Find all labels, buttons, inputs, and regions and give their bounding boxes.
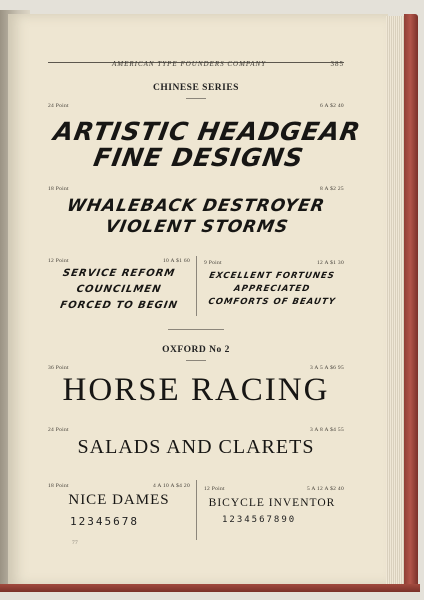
book-cover-bottom xyxy=(0,584,420,592)
oxford-36-line: HORSE RACING xyxy=(62,372,330,408)
section-separator xyxy=(168,329,224,330)
heading-rule xyxy=(186,98,206,99)
oxford-18-size: 18 Point xyxy=(48,483,69,489)
chinese-9-price: 12 A $1 30 xyxy=(317,260,344,266)
oxford-36-price: 3 A 5 A $6 95 xyxy=(309,365,344,371)
chinese-series-heading: CHINESE SERIES xyxy=(153,83,239,93)
chinese-9-line3: COMFORTS OF BEAUTY xyxy=(207,297,337,307)
oxford-heading: OXFORD No 2 xyxy=(162,345,230,355)
oxford-24-line: SALADS AND CLARETS xyxy=(77,436,315,458)
oxford-18-figures: 12345678 xyxy=(70,515,139,528)
chinese-12-line3: FORCED TO BEGIN xyxy=(59,300,179,311)
chinese-9-line2: APPRECIATED xyxy=(233,284,311,294)
page-number: 385 xyxy=(330,60,344,68)
oxford-12-line: BICYCLE INVENTOR xyxy=(208,497,336,509)
oxford-36-size: 36 Point xyxy=(48,365,69,371)
oxford-12-price: 5 A 12 A $2 40 xyxy=(306,486,344,492)
chinese-24-size: 24 Point xyxy=(48,103,69,109)
column-divider-chinese xyxy=(196,256,197,316)
chinese-18-price: 8 A $2 25 xyxy=(320,186,344,192)
oxford-24-size: 24 Point xyxy=(48,427,69,433)
oxford-18-price: 4 A 10 A $4 20 xyxy=(152,483,190,489)
running-head xyxy=(48,60,344,68)
oxford-12-size: 12 Point xyxy=(204,486,225,492)
book-cover-edge xyxy=(404,14,418,590)
chinese-12-size: 12 Point xyxy=(48,258,69,264)
chinese-24-line2: FINE DESIGNS xyxy=(91,143,307,172)
column-divider-oxford xyxy=(196,480,197,540)
chinese-12-price: 10 A $1 60 xyxy=(163,258,190,264)
chinese-24-line1: ARTISTIC HEADGEAR xyxy=(51,117,364,146)
footer-mark: 77 xyxy=(72,540,79,546)
oxford-18-line: NICE DAMES xyxy=(68,492,170,508)
chinese-9-line1: EXCELLENT FORTUNES xyxy=(208,271,336,281)
chinese-12-line2: COUNCILMEN xyxy=(75,284,163,295)
chinese-18-line1: WHALEBACK DESTROYER xyxy=(65,196,327,216)
chinese-18-line2: VIOLENT STORMS xyxy=(103,217,291,237)
chinese-9-size: 9 Point xyxy=(204,260,222,266)
oxford-24-price: 3 A 8 A $4 55 xyxy=(309,427,344,433)
chinese-18-size: 18 Point xyxy=(48,186,69,192)
heading-rule xyxy=(186,360,206,361)
oxford-12-figures: 1234567890 xyxy=(222,515,297,525)
running-head-title: AMERICAN TYPE FOUNDERS COMPANY xyxy=(112,60,267,68)
chinese-12-line1: SERVICE REFORM xyxy=(61,268,177,279)
chinese-24-price: 6 A $2 40 xyxy=(320,103,344,109)
